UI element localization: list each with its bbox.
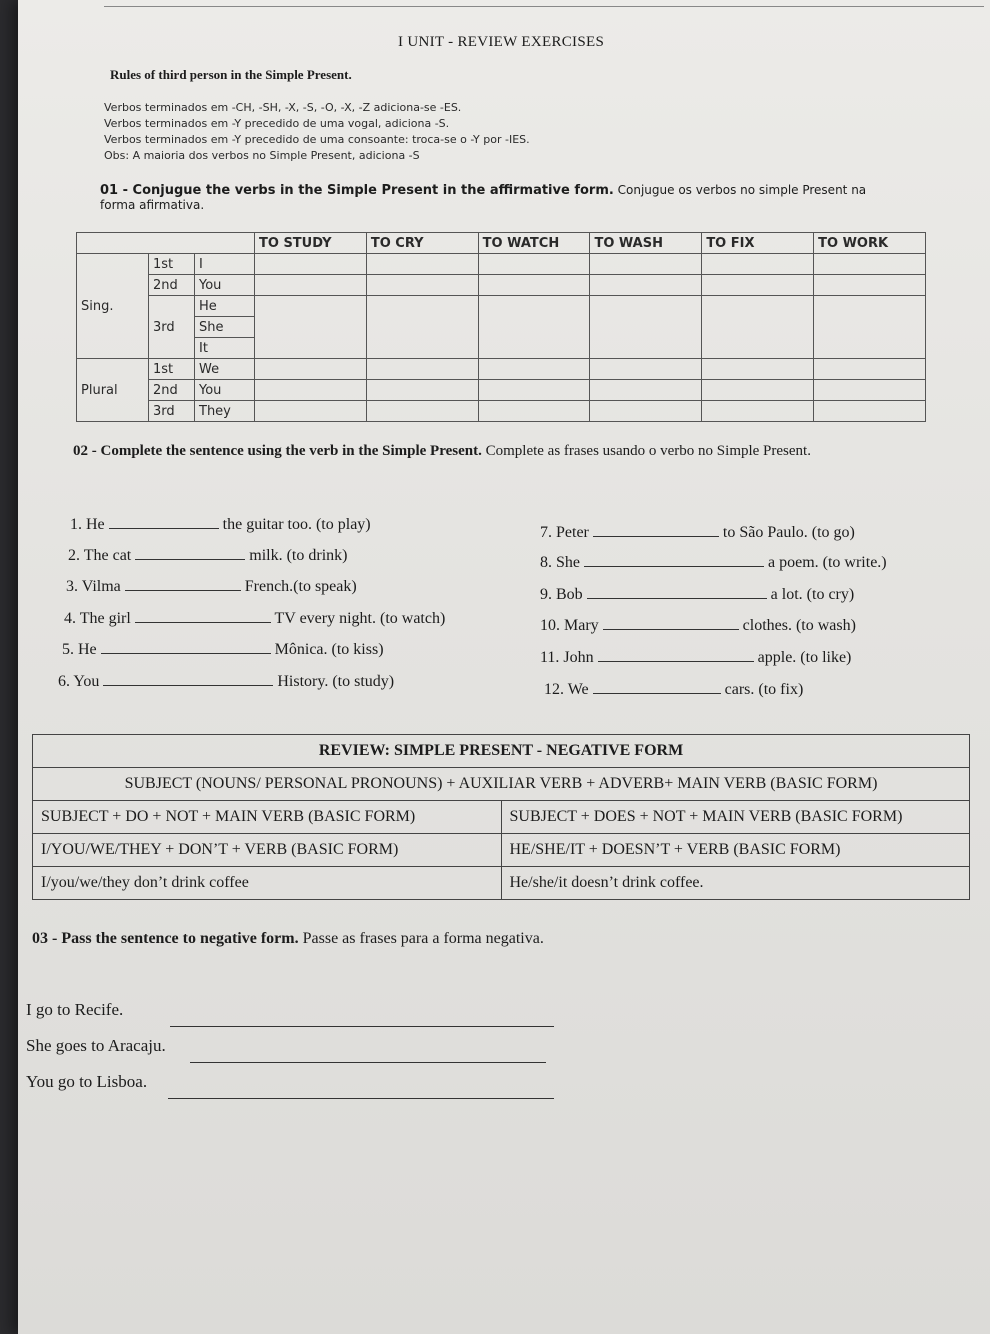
answer-cell[interactable] (702, 275, 814, 296)
item-subject: Bob (556, 586, 583, 603)
answer-cell[interactable] (590, 296, 702, 359)
answer-cell[interactable] (702, 401, 814, 422)
rules-heading: Rules of third person in the Simple Present. (110, 67, 352, 82)
review-title: REVIEW: SIMPLE PRESENT - NEGATIVE FORM (33, 735, 970, 768)
exercise-item (64, 608, 445, 628)
item-number: 3. (66, 578, 78, 595)
answer-blank[interactable] (603, 615, 739, 630)
answer-blank[interactable] (598, 647, 754, 662)
exercise-item (70, 514, 371, 534)
item-subject: You (73, 673, 100, 690)
answer-blank[interactable] (593, 679, 721, 694)
item-prompt: a poem. (to write.) (768, 554, 887, 571)
item-subject: Vilma (81, 578, 121, 595)
answer-cell[interactable] (590, 359, 702, 380)
item-prompt: to São Paulo. (to go) (722, 524, 855, 541)
answer-cell[interactable] (255, 296, 367, 359)
answer-cell[interactable] (366, 401, 478, 422)
worksheet-page (18, 0, 990, 1334)
exercise-1-instructions (100, 183, 900, 212)
verb-header: TO CRY (366, 233, 478, 254)
page-title: I UNIT - REVIEW EXERCISES (398, 34, 605, 50)
exercise-item (62, 639, 384, 659)
answer-cell[interactable] (590, 254, 702, 275)
verb-header: TO WATCH (478, 233, 590, 254)
review-contraction-dont: I/YOU/WE/THEY + DON’T + VERB (BASIC FORM) (33, 834, 502, 867)
answer-line[interactable] (190, 1062, 546, 1063)
review-contraction-doesnt: HE/SHE/IT + DOESN’T + VERB (BASIC FORM) (501, 834, 970, 867)
answer-cell[interactable] (255, 275, 367, 296)
answer-cell[interactable] (814, 275, 926, 296)
rule-line: Verbos terminados em -Y precedido de uma consoante: troca-se o -Y por -IES. (104, 133, 530, 146)
answer-blank[interactable] (125, 576, 241, 591)
answer-blank[interactable] (593, 522, 719, 537)
answer-cell[interactable] (590, 401, 702, 422)
item-subject: Peter (556, 524, 589, 541)
answer-cell[interactable] (814, 254, 926, 275)
singular-label: Sing. (77, 254, 149, 359)
answer-cell[interactable] (366, 359, 478, 380)
answer-blank[interactable] (135, 545, 245, 560)
rule-line: Obs: A maioria dos verbos no Simple Present, adiciona -S (104, 149, 420, 162)
negative-form-review-table (32, 734, 970, 900)
item-number: 7. (540, 524, 552, 541)
pronoun-cell: You (195, 275, 255, 296)
answer-blank[interactable] (584, 552, 764, 567)
exercise-2-title: 02 - Complete the sentence using the verb in the Simple Present. (73, 443, 482, 459)
exercise-item (540, 647, 851, 667)
item-subject: The cat (83, 547, 132, 564)
person-ordinal: 2nd (149, 380, 195, 401)
answer-cell[interactable] (366, 254, 478, 275)
item-number: 10. (540, 617, 560, 634)
answer-cell[interactable] (366, 380, 478, 401)
verb-header: TO FIX (702, 233, 814, 254)
item-subject: John (563, 649, 594, 666)
exercise-item (540, 552, 887, 572)
exercise-item (544, 679, 803, 699)
item-subject: We (567, 681, 589, 698)
item-prompt: apple. (to like) (757, 649, 852, 666)
item-number: 11. (540, 649, 560, 666)
pronoun-cell: We (195, 359, 255, 380)
answer-cell[interactable] (478, 275, 590, 296)
item-subject: Mary (564, 617, 599, 634)
item-subject: The girl (79, 610, 131, 627)
answer-cell[interactable] (702, 359, 814, 380)
exercise-1-title: 01 - Conjugue the verbs in the Simple Present in the affirmative form. (100, 183, 614, 198)
exercise-item (540, 615, 856, 635)
exercise-item (66, 576, 357, 596)
verb-header: TO STUDY (255, 233, 367, 254)
item-prompt: milk. (to drink) (249, 547, 348, 564)
item-number: 2. (68, 547, 80, 564)
answer-cell[interactable] (814, 401, 926, 422)
pronoun-cell: She (195, 317, 255, 338)
item-prompt: a lot. (to cry) (770, 586, 855, 603)
item-subject: She (556, 554, 580, 571)
exercise-3-instructions (32, 930, 544, 948)
answer-cell[interactable] (478, 401, 590, 422)
verb-header: TO WORK (814, 233, 926, 254)
exercise-1-translation: Conjugue os verbos no simple Present na forma afirmativa. (100, 183, 867, 212)
item-number: 5. (62, 641, 74, 658)
answer-blank[interactable] (135, 608, 271, 623)
review-example-dont: I/you/we/they don’t drink coffee (33, 867, 502, 900)
item-prompt: History. (to study) (277, 673, 395, 690)
item-prompt: French.(to speak) (244, 578, 357, 595)
person-ordinal: 1st (149, 254, 195, 275)
answer-blank[interactable] (103, 671, 273, 686)
exercise-2-translation: Complete as frases usando o verbo no Simple Present. (481, 443, 811, 459)
review-rule-do: SUBJECT + DO + NOT + MAIN VERB (BASIC FORM) (33, 801, 502, 834)
item-prompt: the guitar too. (to play) (222, 516, 371, 533)
exercise-3-translation: Passe as frases para a forma negativa. (298, 930, 544, 947)
item-subject: He (78, 641, 97, 658)
answer-blank[interactable] (587, 584, 767, 599)
plural-label: Plural (77, 359, 149, 422)
answer-blank[interactable] (109, 514, 219, 529)
negative-sentence: You go to Lisboa. (26, 1072, 148, 1091)
item-subject: He (86, 516, 105, 533)
person-ordinal: 3rd (149, 401, 195, 422)
answer-cell[interactable] (590, 275, 702, 296)
answer-cell[interactable] (478, 296, 590, 359)
item-number: 1. (70, 516, 82, 533)
answer-cell[interactable] (702, 296, 814, 359)
item-prompt: Mônica. (to kiss) (274, 641, 384, 658)
answer-cell[interactable] (478, 380, 590, 401)
answer-line[interactable] (170, 1026, 554, 1027)
conjugation-table (76, 232, 926, 422)
answer-cell[interactable] (590, 380, 702, 401)
answer-cell[interactable] (366, 296, 478, 359)
answer-cell[interactable] (255, 401, 367, 422)
table-corner (77, 233, 255, 254)
answer-blank[interactable] (101, 639, 271, 654)
item-prompt: TV every night. (to watch) (274, 610, 446, 627)
rule-line: Verbos terminados em -CH, -SH, -X, -S, -O, -X, -Z adiciona-se -ES. (104, 101, 462, 114)
verb-header: TO WASH (590, 233, 702, 254)
answer-cell[interactable] (255, 254, 367, 275)
item-number: 9. (540, 586, 552, 603)
top-divider (104, 6, 984, 7)
rule-line: Verbos terminados em -Y precedido de uma vogal, adiciona -S. (104, 117, 450, 130)
review-example-doesnt: He/she/it doesn’t drink coffee. (501, 867, 970, 900)
exercise-2-instructions (73, 442, 923, 461)
negative-sentence: I go to Recife. (26, 1000, 124, 1019)
item-prompt: cars. (to fix) (724, 681, 804, 698)
answer-cell[interactable] (702, 254, 814, 275)
review-rule-does: SUBJECT + DOES + NOT + MAIN VERB (BASIC FORM) (501, 801, 970, 834)
pronoun-cell: They (195, 401, 255, 422)
person-ordinal: 3rd (149, 296, 195, 359)
answer-cell[interactable] (478, 359, 590, 380)
exercise-item (540, 522, 855, 542)
item-number: 8. (540, 554, 552, 571)
exercise-item (68, 545, 347, 565)
item-number: 12. (544, 681, 564, 698)
negative-sentence: She goes to Aracaju. (26, 1036, 166, 1055)
item-number: 6. (58, 673, 70, 690)
answer-cell[interactable] (255, 380, 367, 401)
pronoun-cell: He (195, 296, 255, 317)
answer-cell[interactable] (814, 380, 926, 401)
answer-cell[interactable] (478, 254, 590, 275)
item-prompt: clothes. (to wash) (742, 617, 856, 634)
exercise-item (58, 671, 394, 691)
answer-cell[interactable] (814, 296, 926, 359)
exercise-3-title: 03 - Pass the sentence to negative form. (32, 930, 299, 947)
pronoun-cell: You (195, 380, 255, 401)
answer-cell[interactable] (814, 359, 926, 380)
item-number: 4. (64, 610, 76, 627)
review-formula: SUBJECT (NOUNS/ PERSONAL PRONOUNS) + AUXILIAR VERB + ADVERB+ MAIN VERB (BASIC FORM) (33, 768, 970, 801)
pronoun-cell: I (195, 254, 255, 275)
answer-cell[interactable] (702, 380, 814, 401)
answer-cell[interactable] (366, 275, 478, 296)
pronoun-cell: It (195, 338, 255, 359)
exercise-item (540, 584, 854, 604)
answer-line[interactable] (168, 1098, 554, 1099)
answer-cell[interactable] (255, 359, 367, 380)
person-ordinal: 2nd (149, 275, 195, 296)
person-ordinal: 1st (149, 359, 195, 380)
